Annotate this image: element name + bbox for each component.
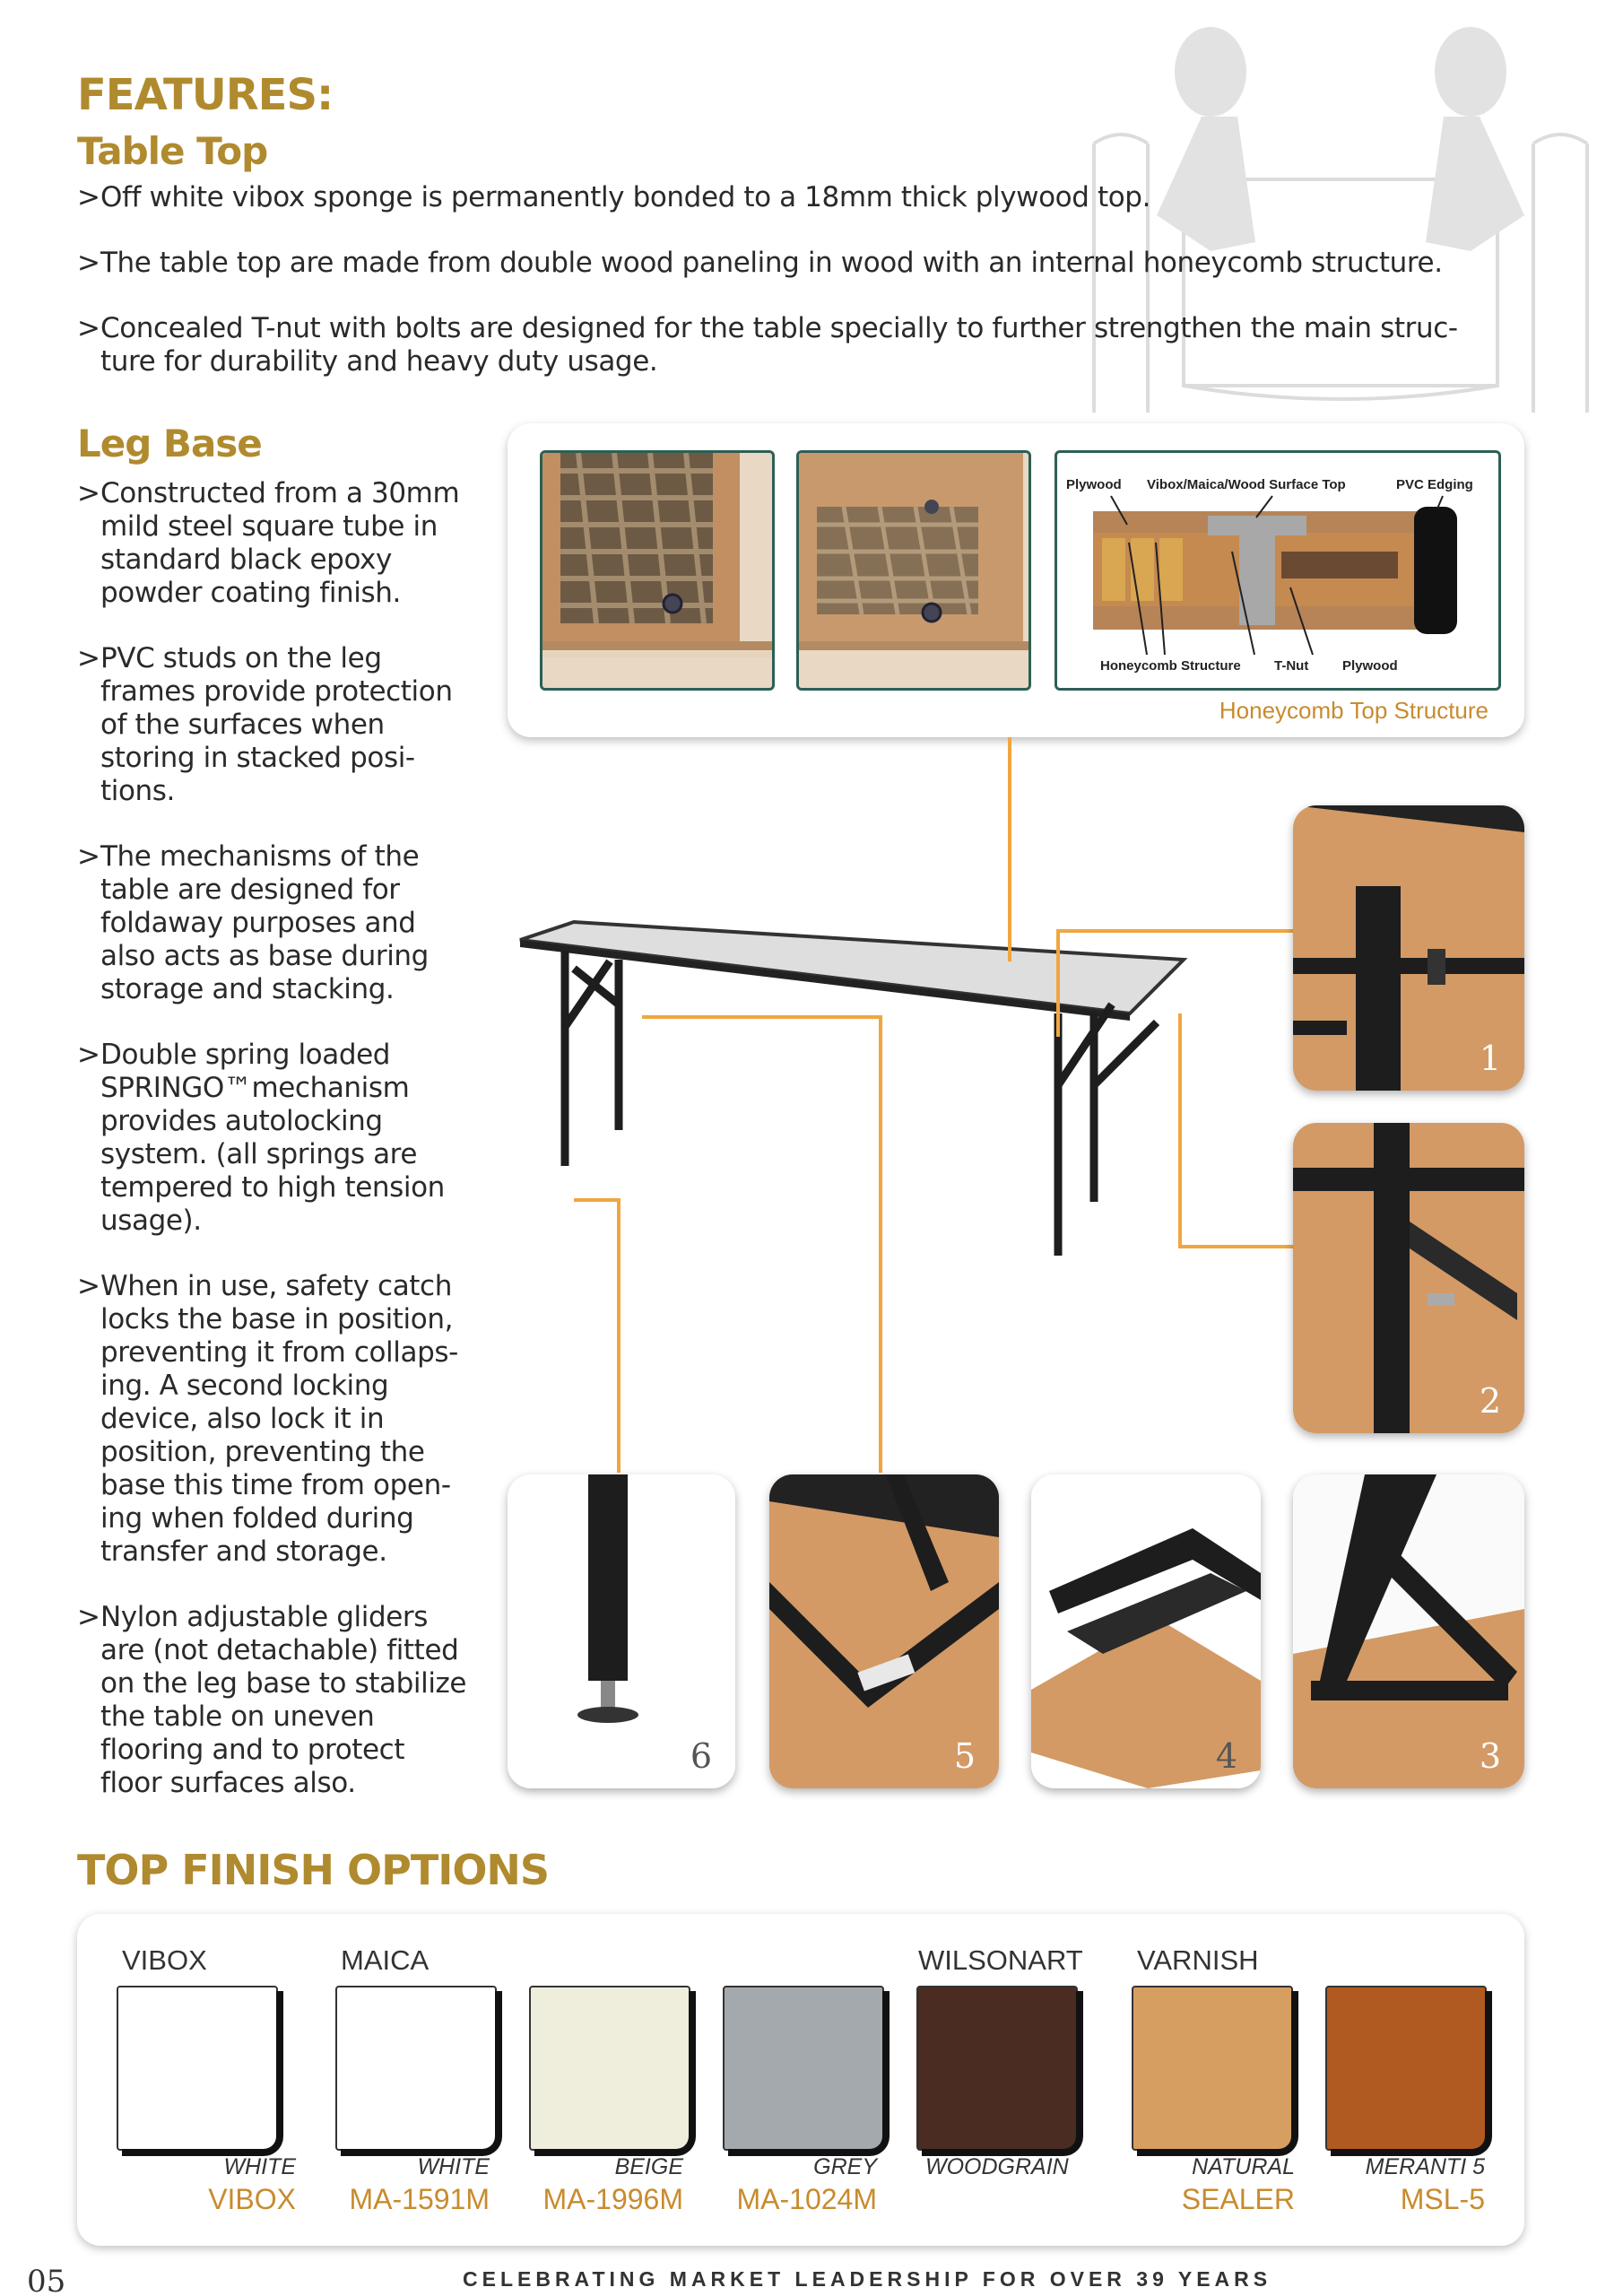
list-item: > PVC studs on the leg frames provide protection of the surfaces when storing in stacked posi-tions.: [77, 642, 453, 807]
photo-number: 1: [1479, 1039, 1501, 1078]
list-item: > The mechanisms of the table are designed for foldaway purposes and also acts as base during storage and stacking.: [77, 840, 429, 1005]
swatch-code: MSL-5: [1400, 2183, 1485, 2215]
page-number: 05: [27, 2264, 66, 2296]
list-item: > The table top are made from double wood paneling in wood with an internal honeycomb structure.: [77, 247, 1443, 279]
list-item: > Off white vibox sponge is permanently bonded to a 18mm thick plywood top.: [77, 181, 1151, 213]
brand-wilsonart: WILSONART: [918, 1944, 1083, 1976]
label-plywood-top: Plywood: [1066, 477, 1122, 492]
swatch-varnish-natural: [1132, 1986, 1293, 2151]
photo-number: 6: [690, 1736, 712, 1776]
label-pvc-edging: PVC Edging: [1396, 477, 1473, 492]
brand-maica: MAICA: [341, 1944, 430, 1976]
swatch-code: SEALER: [1181, 2183, 1295, 2215]
swatch-code: VIBOX: [208, 2183, 296, 2215]
swatch-maica-grey: [723, 1986, 884, 2151]
swatch-code: MA-1996M: [542, 2183, 683, 2215]
swatch-maica-beige: [529, 1986, 690, 2151]
honeycomb-photo-2: [796, 450, 1031, 691]
honeycomb-caption: Honeycomb Top Structure: [1219, 697, 1488, 724]
features-heading: FEATURES:: [77, 70, 334, 120]
photo-number: 3: [1479, 1736, 1501, 1776]
brand-vibox: VIBOX: [122, 1944, 207, 1976]
swatch-label: MERANTI 5: [1365, 2154, 1485, 2179]
top-finish-panel: [77, 1914, 1524, 2246]
label-tnut: T-Nut: [1274, 658, 1309, 674]
table-top-heading: Table Top: [77, 129, 268, 173]
brand-varnish: VARNISH: [1137, 1944, 1259, 1976]
list-item: > Concealed T-nut with bolts are designed for the table specially to further strengthen the main struc-ture for durability and heavy duty usage.: [77, 312, 1458, 378]
swatch-label: NATURAL: [1192, 2154, 1295, 2179]
photo-card-6: [508, 1474, 735, 1788]
label-plywood-bottom: Plywood: [1342, 658, 1398, 674]
list-item: > Double spring loaded SPRINGO™mechanism provides autolocking system. (all springs are tempered to high tension usage).: [77, 1039, 445, 1237]
honeycomb-photo-1: [540, 450, 775, 691]
swatch-code: MA-1591M: [349, 2183, 490, 2215]
swatch-label: WHITE: [417, 2154, 490, 2179]
footer-tagline: CELEBRATING MARKET LEADERSHIP FOR OVER 39 YEARS: [463, 2267, 1272, 2291]
folding-table-illustration: [511, 897, 1193, 1309]
swatch-label: GREY: [813, 2154, 877, 2179]
honeycomb-structure-panel: [508, 423, 1524, 737]
label-surface-top: Vibox/Maica/Wood Surface Top: [1147, 477, 1346, 492]
label-honeycomb: Honeycomb Structure: [1100, 658, 1241, 674]
leg-base-heading: Leg Base: [77, 422, 262, 465]
swatch-code: MA-1024M: [736, 2183, 877, 2215]
photo-number: 2: [1479, 1381, 1501, 1421]
table-top-bullets: [77, 181, 1512, 411]
photo-card-3: [1293, 1474, 1524, 1788]
swatch-wilsonart-woodgrain: [916, 1986, 1078, 2151]
photo-number: 5: [953, 1736, 976, 1776]
photo-card-4: [1031, 1474, 1261, 1788]
photo-number: 4: [1215, 1736, 1237, 1776]
photo-card-2: [1293, 1123, 1524, 1433]
swatch-label: BEIGE: [614, 2154, 683, 2179]
swatch-vibox-white: [117, 1986, 278, 2151]
swatch-varnish-meranti: [1325, 1986, 1487, 2151]
list-item: > Nylon adjustable gliders are (not detachable) fitted on the leg base to stabilize the table on uneven flooring and to protect floor surfaces also.: [77, 1601, 467, 1799]
leg-base-bullets: [77, 477, 472, 1832]
swatch-maica-white: [335, 1986, 497, 2151]
list-item: > When in use, safety catch locks the base in position, preventing it from collaps-ing. A second locking device, also lock it in position, preventing the base this time from open-ing when folded during transfer and storage.: [77, 1270, 458, 1568]
list-item: > Constructed from a 30mm mild steel square tube in standard black epoxy powder coating finish.: [77, 477, 460, 609]
swatch-label: WHITE: [223, 2154, 296, 2179]
photo-card-1: [1293, 805, 1524, 1091]
top-finish-heading: TOP FINISH OPTIONS: [77, 1846, 550, 1894]
photo-card-5: [769, 1474, 999, 1788]
honeycomb-cross-section-diagram: [1055, 450, 1501, 691]
swatch-label: WOODGRAIN: [925, 2154, 1069, 2179]
